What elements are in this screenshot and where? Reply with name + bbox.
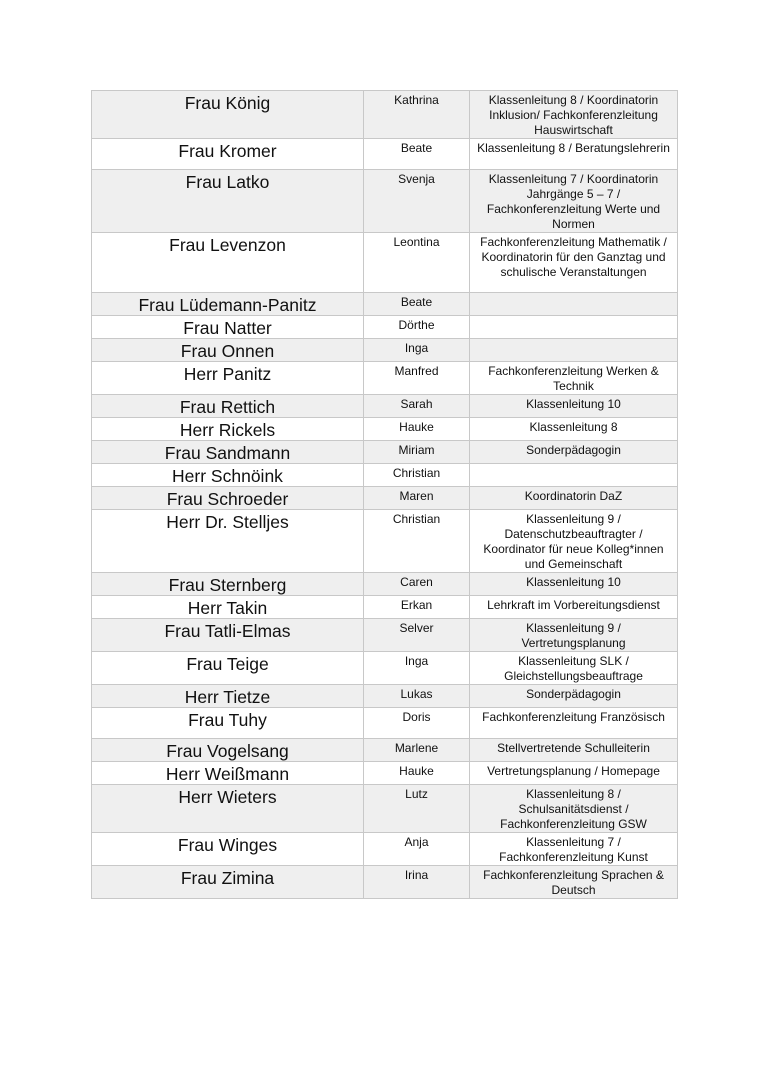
staff-role: Fachkonferenzleitung Französisch: [470, 708, 678, 739]
staff-name: Frau Sternberg: [92, 573, 364, 596]
staff-first-name: Marlene: [364, 739, 470, 762]
staff-name: Frau Lüdemann-Panitz: [92, 293, 364, 316]
staff-role: Klassenleitung SLK / Gleichstellungsbeauftrage: [470, 652, 678, 685]
staff-first-name: Doris: [364, 708, 470, 739]
staff-first-name: Svenja: [364, 170, 470, 233]
table-row: [92, 652, 678, 685]
staff-role: Klassenleitung 9 / Datenschutzbeauftragter / Koordinator für neue Kolleg*innen und Gemeinschaft: [470, 510, 678, 573]
staff-first-name: Beate: [364, 293, 470, 316]
staff-role: Klassenleitung 8 / Beratungslehrerin: [470, 139, 678, 170]
staff-role: Sonderpädagogin: [470, 685, 678, 708]
staff-role: Sonderpädagogin: [470, 441, 678, 464]
table-row: [92, 170, 678, 233]
staff-first-name: Inga: [364, 652, 470, 685]
staff-name: Herr Wieters: [92, 785, 364, 833]
staff-name: Frau Natter: [92, 316, 364, 339]
staff-first-name: Christian: [364, 464, 470, 487]
staff-name: Herr Tietze: [92, 685, 364, 708]
staff-name: Frau Teige: [92, 652, 364, 685]
staff-first-name: Hauke: [364, 762, 470, 785]
staff-role: [470, 339, 678, 362]
table-row: [92, 316, 678, 339]
table-row: [92, 685, 678, 708]
table-row: [92, 487, 678, 510]
staff-role: Klassenleitung 8: [470, 418, 678, 441]
staff-first-name: Hauke: [364, 418, 470, 441]
table-row: [92, 139, 678, 170]
staff-role: Klassenleitung 10: [470, 573, 678, 596]
staff-first-name: Lutz: [364, 785, 470, 833]
staff-role: Fachkonferenzleitung Sprachen & Deutsch: [470, 866, 678, 899]
staff-name: Frau Zimina: [92, 866, 364, 899]
staff-role: Klassenleitung 10: [470, 395, 678, 418]
staff-name: Herr Dr. Stelljes: [92, 510, 364, 573]
table-row: [92, 293, 678, 316]
staff-role: Klassenleitung 8 / Koordinatorin Inklusion/ Fachkonferenzleitung Hauswirtschaft: [470, 91, 678, 139]
table-row: [92, 866, 678, 899]
staff-first-name: Sarah: [364, 395, 470, 418]
staff-name: Frau Levenzon: [92, 233, 364, 293]
table-row: [92, 619, 678, 652]
table-row: [92, 596, 678, 619]
staff-first-name: Anja: [364, 833, 470, 866]
staff-role: Stellvertretende Schulleiterin: [470, 739, 678, 762]
staff-name: Frau König: [92, 91, 364, 139]
staff-role: Fachkonferenzleitung Mathematik / Koordinatorin für den Ganztag und schulische Veranstaltungen: [470, 233, 678, 293]
staff-first-name: Manfred: [364, 362, 470, 395]
table-row: [92, 573, 678, 596]
staff-name: Frau Winges: [92, 833, 364, 866]
staff-role: Klassenleitung 8 / Schulsanitätsdienst / Fachkonferenzleitung GSW: [470, 785, 678, 833]
staff-name: Frau Vogelsang: [92, 739, 364, 762]
staff-first-name: Leontina: [364, 233, 470, 293]
staff-role: Koordinatorin DaZ: [470, 487, 678, 510]
table-row: [92, 510, 678, 573]
table-row: [92, 441, 678, 464]
staff-role: Vertretungsplanung / Homepage: [470, 762, 678, 785]
staff-name: Herr Schnöink: [92, 464, 364, 487]
staff-role: Fachkonferenzleitung Werken & Technik: [470, 362, 678, 395]
staff-name: Herr Weißmann: [92, 762, 364, 785]
staff-first-name: Kathrina: [364, 91, 470, 139]
staff-name: Frau Schroeder: [92, 487, 364, 510]
table-row: [92, 708, 678, 739]
staff-first-name: Inga: [364, 339, 470, 362]
staff-name: Herr Panitz: [92, 362, 364, 395]
table-row: [92, 762, 678, 785]
staff-name: Herr Rickels: [92, 418, 364, 441]
staff-first-name: Selver: [364, 619, 470, 652]
staff-role: Lehrkraft im Vorbereitungsdienst: [470, 596, 678, 619]
staff-role: Klassenleitung 7 / Fachkonferenzleitung Kunst: [470, 833, 678, 866]
staff-name: Frau Latko: [92, 170, 364, 233]
staff-first-name: Maren: [364, 487, 470, 510]
table-row: [92, 418, 678, 441]
staff-first-name: Beate: [364, 139, 470, 170]
staff-name: Frau Onnen: [92, 339, 364, 362]
table-row: [92, 464, 678, 487]
staff-first-name: Miriam: [364, 441, 470, 464]
staff-name: Frau Tuhy: [92, 708, 364, 739]
table-row: [92, 233, 678, 293]
table-row: [92, 91, 678, 139]
staff-first-name: Caren: [364, 573, 470, 596]
table-row: [92, 739, 678, 762]
table-row: [92, 785, 678, 833]
table-row: [92, 339, 678, 362]
staff-table: [91, 90, 678, 899]
staff-first-name: Lukas: [364, 685, 470, 708]
table-row: [92, 362, 678, 395]
staff-role: Klassenleitung 9 / Vertretungsplanung: [470, 619, 678, 652]
staff-name: Frau Kromer: [92, 139, 364, 170]
staff-role: [470, 464, 678, 487]
staff-name: Frau Tatli-Elmas: [92, 619, 364, 652]
staff-first-name: Christian: [364, 510, 470, 573]
staff-first-name: Irina: [364, 866, 470, 899]
staff-name: Herr Takin: [92, 596, 364, 619]
staff-role: [470, 316, 678, 339]
table-row: [92, 833, 678, 866]
staff-name: Frau Sandmann: [92, 441, 364, 464]
staff-role: [470, 293, 678, 316]
table-row: [92, 395, 678, 418]
staff-first-name: Dörthe: [364, 316, 470, 339]
staff-first-name: Erkan: [364, 596, 470, 619]
staff-role: Klassenleitung 7 / Koordinatorin Jahrgänge 5 – 7 / Fachkonferenzleitung Werte und Normen: [470, 170, 678, 233]
staff-name: Frau Rettich: [92, 395, 364, 418]
